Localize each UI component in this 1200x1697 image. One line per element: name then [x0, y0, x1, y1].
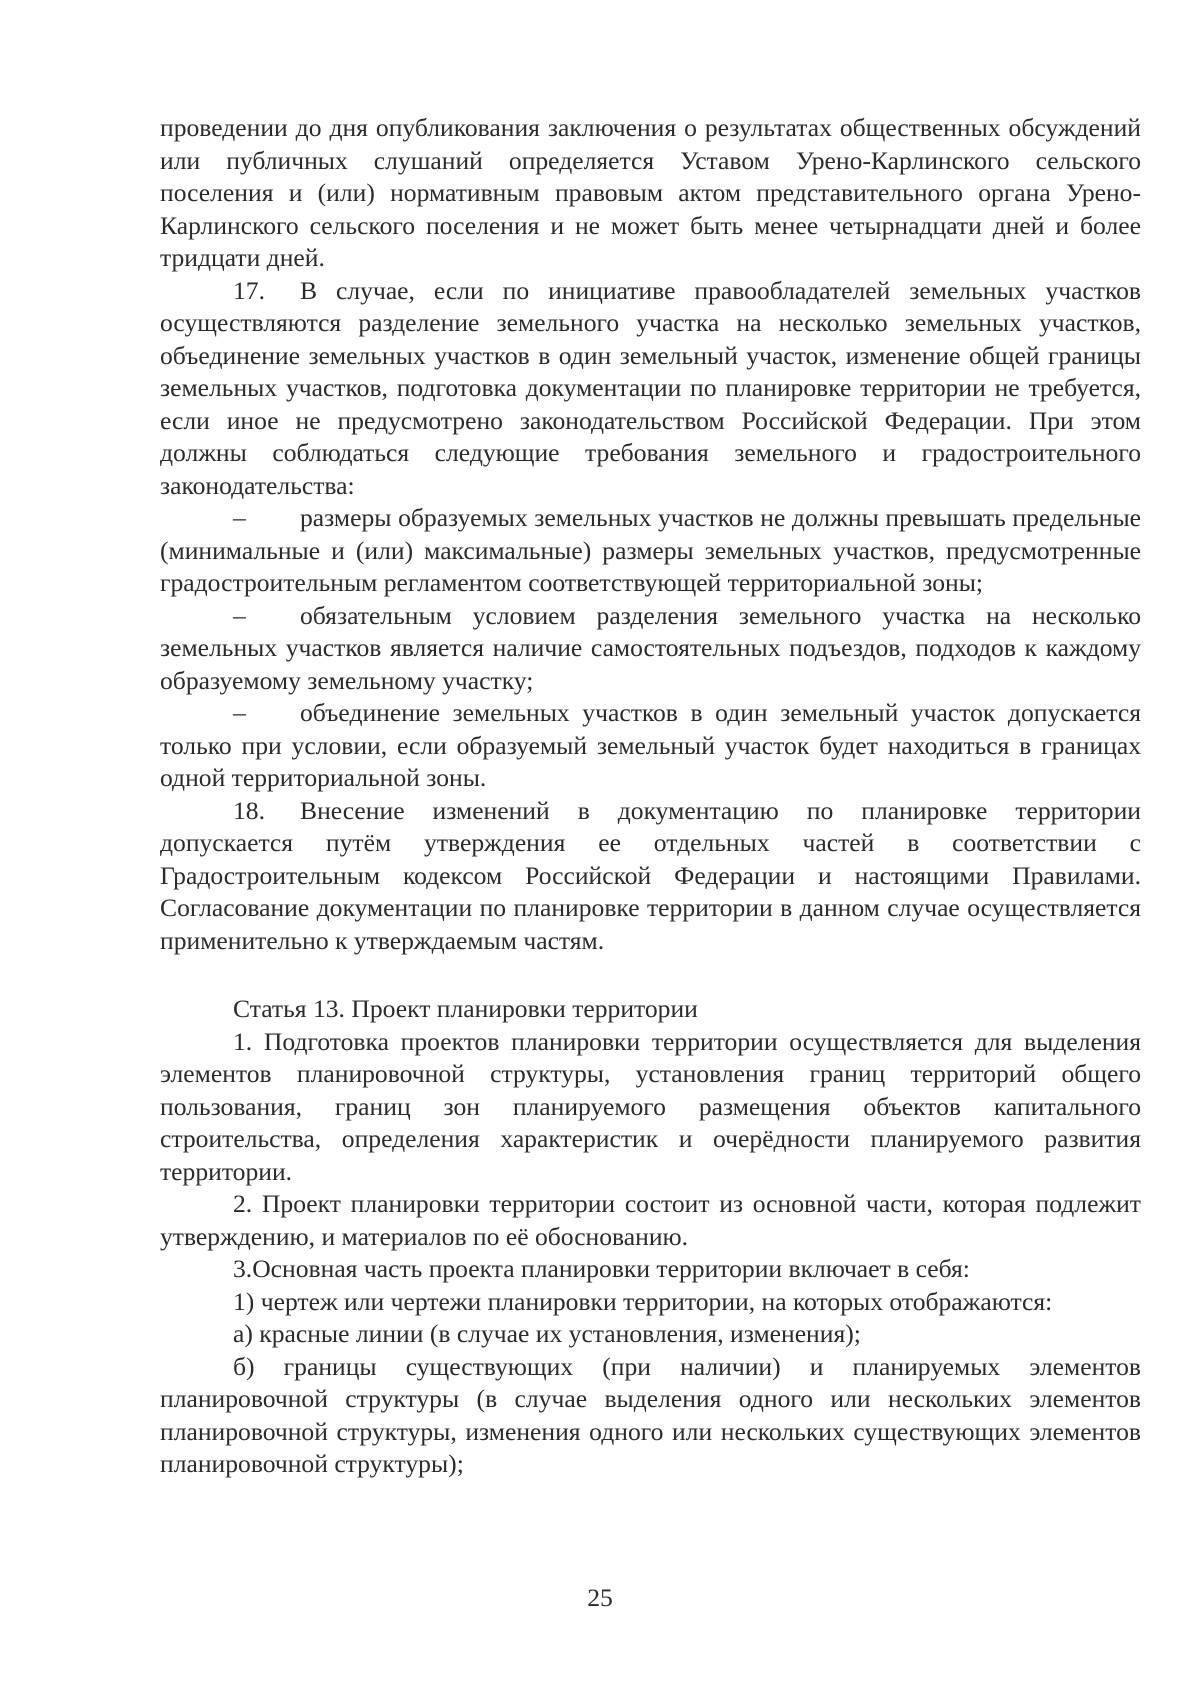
document-page — [160, 112, 1141, 1481]
dash-item-text: обязательным условием разделения земельного участка на несколько земельных участков является наличие самостоятельных подъездов, подходов к каждому образуемому земельному участку; — [160, 600, 1141, 695]
article-heading: Статья 13. Проект планировки территории — [233, 994, 698, 1023]
dash-mark: – — [233, 698, 246, 727]
page-number: 25 — [587, 1583, 613, 1612]
article-paragraph: а) красные линии (в случае их установления, изменения); — [233, 1319, 861, 1348]
dash-item-text: объединение земельных участков в один земельный участок допускается только при условии, если образуемый земельный участок будет находиться в границах одной территориальной зоны. — [160, 698, 1141, 792]
article-paragraph: 3.Основная часть проекта планировки территории включает в себя: — [233, 1254, 970, 1283]
dash-item-1 — [160, 502, 1141, 600]
article-paragraph: б) границы существующих (при наличии) и планируемых элементов планировочной структуры (в случае выделения одного или нескольких элементов планировочной структуры, изменения одного или нескольких существующих элементов планировочной структуры); — [160, 1351, 1141, 1478]
dash-mark: – — [233, 503, 246, 532]
item-18-number: 18. — [233, 795, 265, 825]
dash-item-2 — [160, 600, 1141, 698]
item-17-number: 17. — [233, 275, 265, 305]
article-paragraph: 1) чертеж или чертежи планировки территории, на которых отображаются: — [233, 1286, 1053, 1316]
section-gap — [160, 957, 1141, 993]
item-17-text: В случае, если по инициативе правообладателей земельных участков осуществляются разделение земельного участка на несколько земельных участков, объединение земельных участков в один земельный участок, изменение общей границы земельных участков, подготовка документации по планировке территории не требуется, если иное не предусмотрено законодательством Российской Федерации. При этом должны соблюдаться следующие требования земельного и градостроительного законодательства: — [160, 275, 1141, 500]
article-paragraph: 2. Проект планировки территории состоит из основной части, которая подлежит утверждению, и материалов по её обоснованию. — [160, 1189, 1141, 1251]
continuation-paragraph: проведении до дня опубликования заключения о результатах общественных обсуждений или публичных слушаний определяется Уставом Урено-Карлинского сельского поселения и (или) нормативным правовым актом представительного органа Урено-Карлинского сельского поселения и не может быть менее четырнадцати дней и более тридцати дней. — [160, 113, 1141, 272]
article-paragraph: 1. Подготовка проектов планировки территории осуществляется для выделения элементов планировочной структуры, установления границ территорий общего пользования, границ зон планируемого размещения объектов капитального строительства, определения характеристик и очерёдности планируемого развития территории. — [160, 1026, 1141, 1186]
dash-item-text: размеры образуемых земельных участков не должны превышать предельные (минимальные и (или) максимальные) размеры земельных участков, предусмотренные градостроительным регламентом соответствующей территориальной зоны; — [160, 503, 1141, 597]
dash-item-3 — [160, 697, 1141, 795]
item-17 — [160, 275, 1141, 503]
item-18-text: Внесение изменений в документацию по планировке территории допускается путём утверждения ее отдельных частей в соответствии с Градостроительным кодексом Российской Федерации и настоящими Правилами. Согласование документации по планировке территории в данном случае осуществляется применительно к утверждаемым частям. — [160, 795, 1141, 955]
item-18 — [160, 795, 1141, 958]
dash-mark: – — [233, 600, 246, 630]
